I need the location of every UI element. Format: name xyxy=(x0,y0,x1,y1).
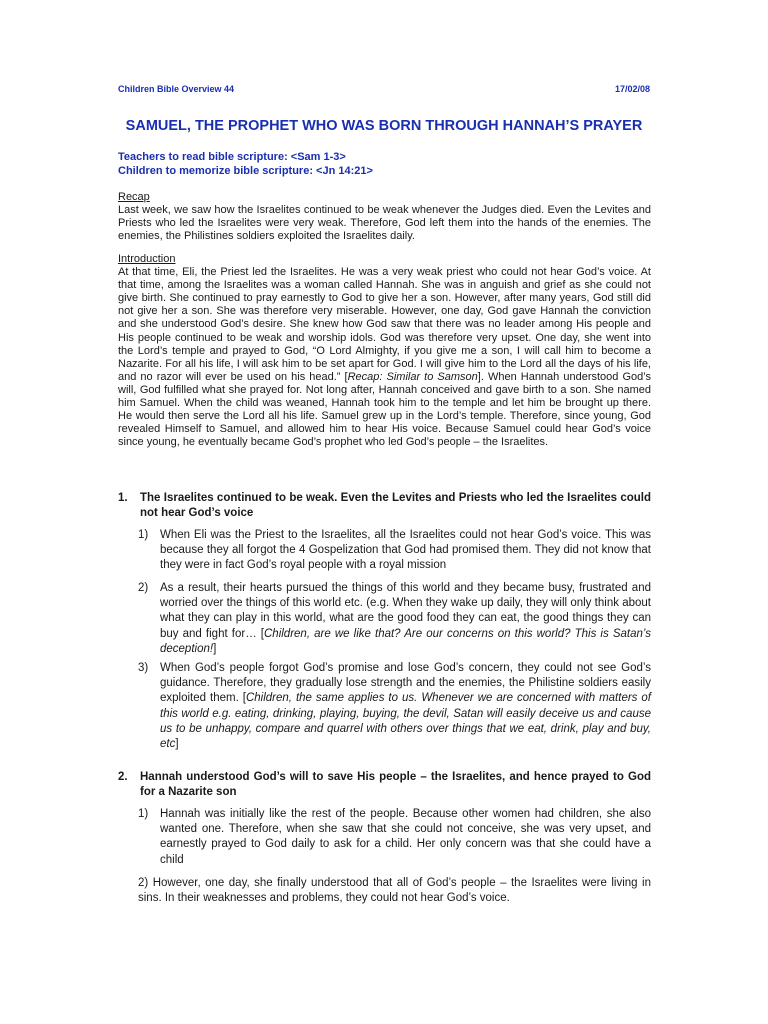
recap-heading: Recap xyxy=(118,191,150,203)
point-1-item-2: 2) As a result, their hearts pursued the things of this world and they became busy, frustrated and worried over the things of this world etc. (e.g. When they wake up daily, they will only think about what they can play in this world, what are the good food they can eat, the good things they can buy and fight for… [Children, are we like that? Are our concerns on this world? This is Satan’s deception!] xyxy=(138,582,651,655)
header-series: Children Bible Overview 44 xyxy=(118,84,235,94)
point-2-item-1: 1) Hannah was initially like the rest of the people. Because other women had children, she also wanted one. Therefore, when she saw that she could not conceive, she was very upset, and earnestly prayed to God daily to ask for a child. Her only concern was that she could have a child xyxy=(138,808,651,866)
point-1-item-2-italic: Children, are we like that? Are our concerns on this world? This is Satan’s deception! xyxy=(160,627,651,655)
recap-text: Last week, we saw how the Israelites continued to be weak whenever the Judges died. Even the Levites and Priests who led the Israelites were very weak. Therefore, God left them into the hands of the enemies. The enemies, the Philistines soldiers exploited the Israelites daily. xyxy=(118,204,651,243)
introduction-text: At that time, Eli, the Priest led the Israelites. He was a very weak priest who could not hear God’s voice. At that time, among the Israelites was a woman called Hannah. She was in anguish and grief as she could not give birth. She continued to pray earnestly to God to give her a son. However, after many years, God still did not give her a son. She was therefore very miserable. However, one day, God gave Hannah the conviction and she understood God’s desire. She knew how God saw that there was no leader among His people and His people continued to be weak and worship idols. God was therefore very upset. One day, she went into the Lord’s temple and prayed to God, “O Lord Almighty, if you give me a son, I will call him to become a Nazarite. For all his life, I will ask him to be set apart for God. I will give him to the Lord all the days of his life, and no razor will ever be used on his head.” [Recap: Similar to Samson]. When Hannah understood God’s will, God fulfilled what she prayed for. Not long after, Hannah conceived and gave birth to a son. She named him Samuel. When the child was weaned, Hannah took him to the temple and let him be brought up there. He would then serve the Lord all his life. Samuel grew up in the Lord’s temple. Therefore, since young, God revealed Himself to Samuel, and allowed him to hear His voice. Because Samuel could hear God’s voice since young, he eventually became God’s prophet who led God’s people – the Israelites. xyxy=(118,266,651,449)
introduction-heading: Introduction xyxy=(118,253,176,265)
point-1-item-3-italic: Children, the same applies to us. Whenever we are concerned with matters of this world e.g. eating, drinking, playing, buying, the devil, Satan will easily deceive us and cause us to be unhappy, compare and quarrel with others over things that we eat, drink, play and buy, etc xyxy=(160,692,651,751)
point-1-item-1: 1) When Eli was the Priest to the Israelites, all the Israelites could not hear God’s voice. This was because they all forgot the 4 Gospelization that God had promised them. They did not know that they were in fact God’s royal people with a royal mission xyxy=(138,529,651,572)
scripture-block xyxy=(118,150,373,178)
point-2-item-2: 2) However, one day, she finally understood that all of God’s people – the Israelites were living in sins. In their weaknesses and problems, they could not hear God’s voice. xyxy=(138,877,651,905)
introduction-italic-note: Recap: Similar to Samson xyxy=(347,370,478,383)
page-header xyxy=(118,84,650,98)
point-1-heading: 1. The Israelites continued to be weak. Even the Levites and Priests who led the Israelites could not hear God’s voice xyxy=(118,492,651,519)
point-2-heading: 2. Hannah understood God’s will to save His people – the Israelites, and hence prayed to God for a Nazarite son xyxy=(118,771,651,798)
recap-section xyxy=(118,191,651,243)
introduction-section xyxy=(118,253,651,449)
point-1-item-3: 3) When God’s people forgot God’s promise and lose God’s concern, they could not see God’s guidance. Therefore, they gradually lose strength and the enemies, the Philistine soldiers easily exploited them. [Children, the same applies to us. Whenever we are concerned with matters of this world e.g. eating, drinking, playing, buying, the devil, Satan will easily deceive us and cause us to be unhappy, compare and quarrel with others over things that we eat, drink, play and buy, etc] xyxy=(138,662,651,751)
teachers-scripture: Teachers to read bible scripture: <Sam 1-3> xyxy=(118,151,346,163)
header-date: 17/02/08 xyxy=(614,84,650,94)
page-title: SAMUEL, THE PROPHET WHO WAS BORN THROUGH HANNAH’S PRAYER xyxy=(125,118,643,134)
children-scripture: Children to memorize bible scripture: <Jn 14:21> xyxy=(118,165,373,177)
